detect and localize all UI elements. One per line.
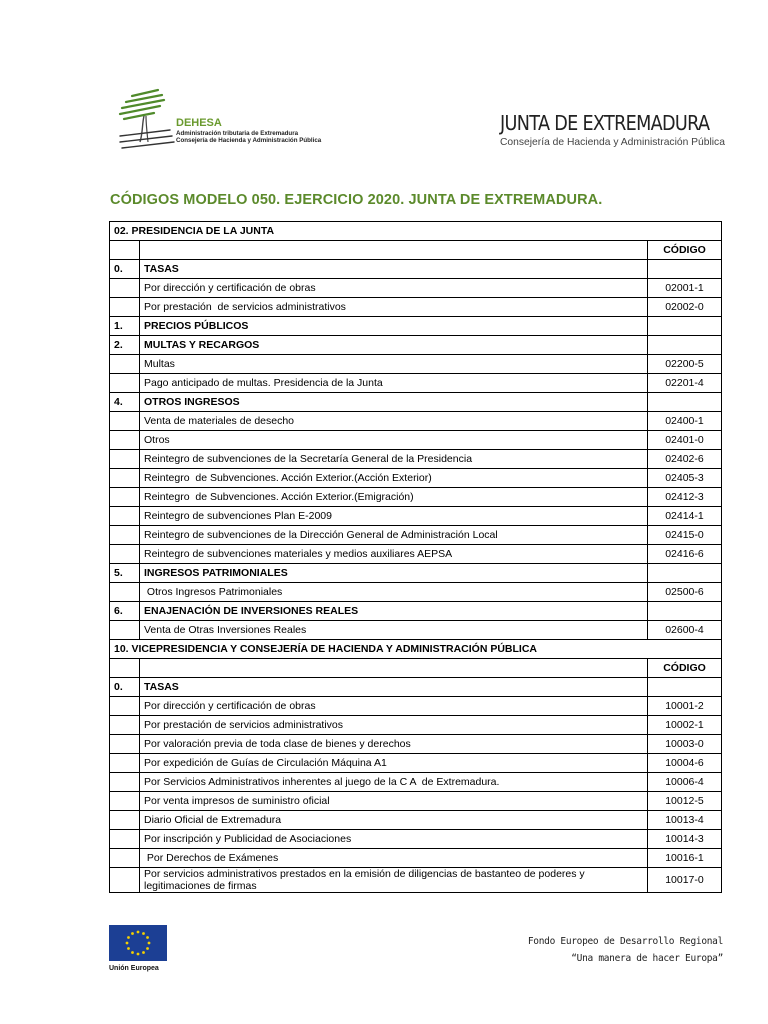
item-code: 02402-6: [647, 450, 721, 469]
item-description: Por Derechos de Exámenes: [140, 849, 648, 868]
empty-cell: [110, 298, 140, 317]
item-description: Por venta impresos de suministro oficial: [140, 792, 648, 811]
empty-cell: [110, 355, 140, 374]
dehesa-name: DEHESA: [176, 117, 222, 129]
table-row: [110, 545, 722, 564]
category-name: OTROS INGRESOS: [140, 393, 648, 412]
category-number: 0.: [110, 678, 140, 697]
item-description: Por Servicios Administrativos inherentes al juego de la C A de Extremadura.: [140, 773, 648, 792]
eu-star-icon: [127, 936, 130, 939]
eu-logo: [109, 925, 169, 972]
empty-cell: [647, 602, 721, 621]
eu-star-icon: [148, 942, 151, 945]
dehesa-tree-icon: [118, 88, 176, 152]
item-code: 02415-0: [647, 526, 721, 545]
empty-cell: [140, 241, 648, 260]
category-number: 4.: [110, 393, 140, 412]
empty-cell: [110, 621, 140, 640]
feder-line1: Fondo Europeo de Desarrollo Regional: [527, 936, 723, 947]
item-code: 02400-1: [647, 412, 721, 431]
empty-cell: [110, 469, 140, 488]
table-row: [110, 374, 722, 393]
item-description: Por expedición de Guías de Circulación Máquina A1: [140, 754, 648, 773]
eu-star-icon: [126, 942, 129, 945]
empty-cell: [647, 336, 721, 355]
empty-cell: [110, 735, 140, 754]
table-row: [110, 488, 722, 507]
item-code: 02401-0: [647, 431, 721, 450]
item-description: Otros Ingresos Patrimoniales: [140, 583, 648, 602]
table-row: [110, 754, 722, 773]
codes-table: [109, 221, 722, 893]
item-code: 02002-0: [647, 298, 721, 317]
category-name: MULTAS Y RECARGOS: [140, 336, 648, 355]
empty-cell: [647, 260, 721, 279]
empty-cell: [110, 488, 140, 507]
item-description: Venta de Otras Inversiones Reales: [140, 621, 648, 640]
code-header-row: [110, 241, 722, 260]
empty-cell: [647, 564, 721, 583]
item-description: Por dirección y certificación de obras: [140, 279, 648, 298]
empty-cell: [110, 507, 140, 526]
table-row: [110, 526, 722, 545]
item-code: 10013-4: [647, 811, 721, 830]
category-number: 1.: [110, 317, 140, 336]
item-description: Reintegro de subvenciones de la Dirección General de Administración Local: [140, 526, 648, 545]
codes-table-body: [110, 222, 722, 893]
category-row: [110, 564, 722, 583]
empty-cell: [110, 659, 140, 678]
eu-star-icon: [142, 932, 145, 935]
empty-cell: [110, 868, 140, 893]
item-code: 10003-0: [647, 735, 721, 754]
table-row: [110, 697, 722, 716]
item-code: 02414-1: [647, 507, 721, 526]
item-description: Diario Oficial de Extremadura: [140, 811, 648, 830]
code-column-header: CÓDIGO: [647, 241, 721, 260]
item-description: Venta de materiales de desecho: [140, 412, 648, 431]
item-description: Por inscripción y Publicidad de Asociaciones: [140, 830, 648, 849]
item-code: 10002-1: [647, 716, 721, 735]
table-row: [110, 811, 722, 830]
category-number: 2.: [110, 336, 140, 355]
table-row: [110, 868, 722, 893]
table-row: [110, 450, 722, 469]
category-row: [110, 336, 722, 355]
item-code: 02200-5: [647, 355, 721, 374]
empty-cell: [110, 849, 140, 868]
item-code: 02412-3: [647, 488, 721, 507]
item-description: Reintegro de subvenciones de la Secretaría General de la Presidencia: [140, 450, 648, 469]
item-code: 02600-4: [647, 621, 721, 640]
page-title: CÓDIGOS MODELO 050. EJERCICIO 2020. JUNTA DE EXTREMADURA.: [110, 192, 603, 208]
item-code: 10016-1: [647, 849, 721, 868]
table-row: [110, 431, 722, 450]
empty-cell: [110, 697, 140, 716]
junta-logo: [500, 111, 730, 148]
item-code: 02500-6: [647, 583, 721, 602]
eu-star-icon: [142, 951, 145, 954]
section-row: [110, 640, 722, 659]
item-description: Por valoración previa de toda clase de bienes y derechos: [140, 735, 648, 754]
empty-cell: [110, 374, 140, 393]
table-row: [110, 735, 722, 754]
table-row: [110, 469, 722, 488]
item-description: Por prestación de servicios administrativos: [140, 298, 648, 317]
table-row: [110, 792, 722, 811]
category-row: [110, 317, 722, 336]
empty-cell: [110, 412, 140, 431]
empty-cell: [647, 317, 721, 336]
item-code: 02405-3: [647, 469, 721, 488]
empty-cell: [110, 431, 140, 450]
item-description: Reintegro de subvenciones Plan E-2009: [140, 507, 648, 526]
table-row: [110, 583, 722, 602]
category-row: [110, 393, 722, 412]
item-description: Reintegro de Subvenciones. Acción Exterior.(Emigración): [140, 488, 648, 507]
table-row: [110, 621, 722, 640]
section-title: 02. PRESIDENCIA DE LA JUNTA: [110, 222, 722, 241]
empty-cell: [110, 450, 140, 469]
empty-cell: [110, 754, 140, 773]
table-row: [110, 773, 722, 792]
eu-star-icon: [137, 953, 140, 956]
eu-star-icon: [146, 936, 149, 939]
item-description: Reintegro de Subvenciones. Acción Exterior.(Acción Exterior): [140, 469, 648, 488]
dehesa-line2: Consejería de Hacienda y Administración Pública: [176, 137, 322, 144]
item-description: Reintegro de subvenciones materiales y medios auxiliares AEPSA: [140, 545, 648, 564]
category-number: 6.: [110, 602, 140, 621]
item-code: 10006-4: [647, 773, 721, 792]
category-number: 0.: [110, 260, 140, 279]
eu-star-icon: [131, 932, 134, 935]
eu-flag-icon: [109, 925, 167, 961]
empty-cell: [110, 716, 140, 735]
category-row: [110, 602, 722, 621]
item-description: Por prestación de servicios administrativos: [140, 716, 648, 735]
empty-cell: [110, 241, 140, 260]
section-title: 10. VICEPRESIDENCIA Y CONSEJERÍA DE HACIENDA Y ADMINISTRACIÓN PÚBLICA: [110, 640, 722, 659]
empty-cell: [140, 659, 648, 678]
table-row: [110, 849, 722, 868]
category-name: TASAS: [140, 260, 648, 279]
empty-cell: [110, 811, 140, 830]
category-name: INGRESOS PATRIMONIALES: [140, 564, 648, 583]
empty-cell: [110, 279, 140, 298]
category-number: 5.: [110, 564, 140, 583]
empty-cell: [110, 545, 140, 564]
item-code: 10017-0: [647, 868, 721, 893]
item-description: Pago anticipado de multas. Presidencia de la Junta: [140, 374, 648, 393]
item-code: 10012-5: [647, 792, 721, 811]
category-name: TASAS: [140, 678, 648, 697]
eu-star-icon: [146, 947, 149, 950]
item-code: 10014-3: [647, 830, 721, 849]
feder-line2: “Una manera de hacer Europa”: [571, 953, 723, 964]
item-code: 10004-6: [647, 754, 721, 773]
table-row: [110, 355, 722, 374]
table-row: [110, 412, 722, 431]
junta-subtitle: Consejería de Hacienda y Administración Pública: [500, 137, 725, 148]
feder-text: [528, 933, 723, 967]
item-description: Otros: [140, 431, 648, 450]
table-row: [110, 298, 722, 317]
item-code: 02001-1: [647, 279, 721, 298]
table-row: [110, 507, 722, 526]
category-row: [110, 678, 722, 697]
item-code: 02201-4: [647, 374, 721, 393]
item-code: 10001-2: [647, 697, 721, 716]
item-code: 02416-6: [647, 545, 721, 564]
item-description: Por servicios administrativos prestados en la emisión de diligencias de bastanteo de poderes y legitimaciones de firmas: [140, 868, 648, 893]
empty-cell: [647, 678, 721, 697]
eu-label: Unión Europea: [109, 965, 159, 972]
empty-cell: [110, 830, 140, 849]
table-row: [110, 279, 722, 298]
table-row: [110, 830, 722, 849]
code-header-row: [110, 659, 722, 678]
eu-star-icon: [137, 931, 140, 934]
category-name: PRECIOS PÚBLICOS: [140, 317, 648, 336]
code-column-header: CÓDIGO: [647, 659, 721, 678]
junta-title: JUNTA DE EXTREMADURA: [500, 111, 710, 135]
item-description: Por dirección y certificación de obras: [140, 697, 648, 716]
section-row: [110, 222, 722, 241]
empty-cell: [110, 526, 140, 545]
empty-cell: [110, 792, 140, 811]
eu-star-icon: [131, 951, 134, 954]
eu-star-icon: [127, 947, 130, 950]
item-description: Multas: [140, 355, 648, 374]
category-row: [110, 260, 722, 279]
category-name: ENAJENACIÓN DE INVERSIONES REALES: [140, 602, 648, 621]
empty-cell: [110, 583, 140, 602]
table-row: [110, 716, 722, 735]
empty-cell: [110, 773, 140, 792]
dehesa-logo: [118, 88, 328, 152]
empty-cell: [647, 393, 721, 412]
dehesa-line1: Administración tributaria de Extremadura: [176, 130, 299, 137]
